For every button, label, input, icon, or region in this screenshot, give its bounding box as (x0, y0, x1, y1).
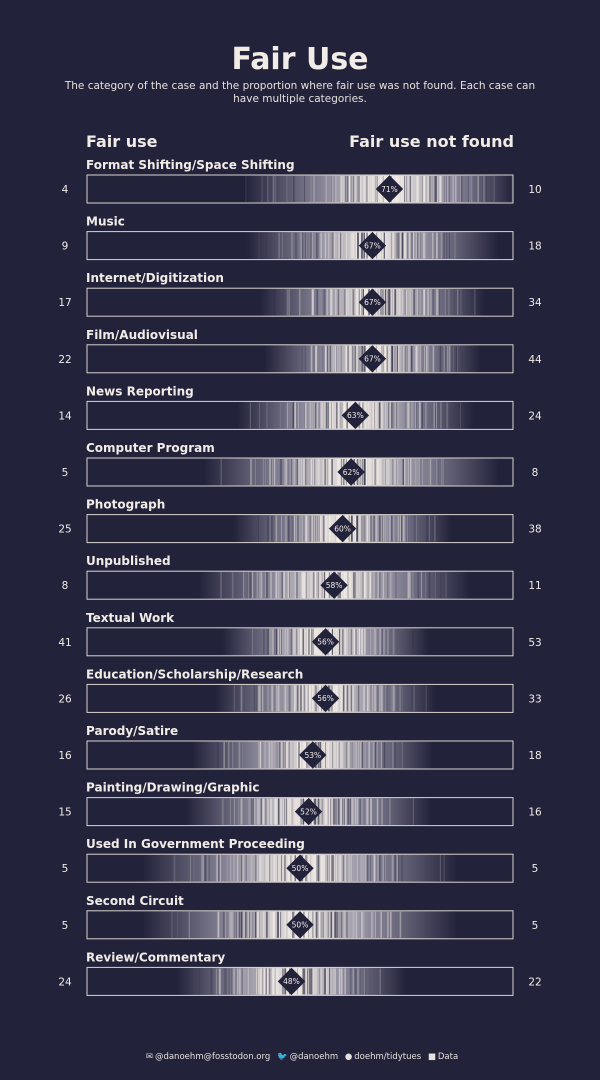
bar-fill (87, 571, 513, 599)
fair-use-count: 14 (58, 410, 72, 423)
not-found-count: 53 (528, 636, 542, 649)
row-14 (58, 950, 541, 995)
twitter-icon: 🐦 (276, 1052, 288, 1062)
chart-title: Fair Use (231, 42, 369, 77)
row-1 (62, 215, 542, 260)
fair-use-count: 25 (58, 523, 72, 536)
right-column-header: Fair use not found (349, 132, 514, 151)
fair-use-count: 17 (58, 297, 72, 310)
mastodon-icon: ✉ (145, 1052, 153, 1062)
fair-use-count: 24 (58, 976, 72, 989)
category-label: Music (86, 214, 125, 229)
row-11 (58, 781, 542, 826)
row-2 (58, 271, 542, 316)
category-label: Textual Work (86, 610, 175, 625)
chart-rows (58, 158, 542, 995)
not-found-count: 34 (528, 297, 542, 310)
fair-use-count: 41 (58, 636, 72, 649)
bar-fill (87, 515, 513, 543)
category-label: Film/Audiovisual (86, 327, 198, 342)
proportion-label: 62% (342, 467, 360, 477)
fair-use-count: 15 (58, 806, 72, 819)
row-13 (62, 894, 539, 939)
bar-fill (87, 458, 513, 486)
category-label: Unpublished (86, 554, 171, 569)
fair-use-count: 26 (58, 693, 72, 706)
not-found-count: 18 (528, 750, 542, 762)
bar-fill (87, 401, 513, 429)
proportion-label: 48% (283, 977, 300, 987)
fair-use-count: 4 (61, 184, 69, 196)
category-label: Review/Commentary (86, 950, 226, 965)
category-label: Education/Scholarship/Research (86, 667, 304, 682)
row-5 (62, 441, 539, 486)
not-found-count: 5 (531, 863, 539, 876)
category-label: News Reporting (86, 384, 194, 399)
category-label: Photograph (86, 497, 166, 512)
footer (0, 1052, 600, 1062)
not-found-count: 22 (528, 976, 542, 989)
row-3 (58, 328, 542, 373)
footer-github[interactable]: doehm/tidytues (354, 1052, 422, 1062)
proportion-label: 50% (291, 864, 309, 873)
not-found-count: 10 (528, 184, 542, 196)
proportion-label: 56% (317, 637, 334, 647)
fair-use-count: 5 (61, 467, 69, 479)
row-8 (58, 611, 541, 656)
proportion-label: 53% (304, 750, 322, 760)
proportion-label: 58% (325, 581, 343, 590)
not-found-count: 16 (528, 806, 542, 819)
row-10 (58, 724, 541, 769)
not-found-count: 18 (528, 240, 542, 253)
not-found-count: 24 (528, 410, 542, 423)
row-7 (62, 554, 542, 599)
footer-data[interactable]: Data (437, 1052, 459, 1062)
save-icon: ■ (427, 1052, 436, 1062)
github-icon: ● (344, 1052, 353, 1062)
footer-twitter[interactable]: @danoehm (289, 1052, 339, 1062)
fair-use-count: 8 (61, 580, 69, 593)
category-label: Internet/Digitization (86, 271, 224, 286)
category-label: Computer Program (86, 441, 215, 455)
row-9 (58, 667, 541, 712)
row-4 (58, 384, 542, 429)
proportion-label: 67% (364, 354, 381, 364)
not-found-count: 11 (528, 580, 542, 593)
fair-use-count: 22 (58, 353, 72, 366)
category-label: Format Shifting/Space Shifting (86, 158, 295, 172)
fair-use-count: 9 (61, 240, 69, 253)
row-0 (62, 158, 542, 203)
category-label: Used In Government Proceeding (86, 837, 305, 852)
proportion-label: 56% (317, 694, 334, 704)
fair-use-count: 5 (61, 919, 69, 932)
proportion-label: 67% (364, 241, 381, 251)
proportion-label: 63% (347, 411, 364, 421)
chart-subtitle-line-1: The category of the case and the proportion where fair use was not found. Each case can (64, 80, 536, 92)
proportion-label: 52% (300, 807, 317, 817)
not-found-count: 5 (531, 919, 539, 932)
fair-use-count: 5 (61, 863, 69, 876)
proportion-label: 60% (334, 524, 351, 534)
not-found-count: 38 (528, 523, 542, 536)
not-found-count: 33 (528, 693, 542, 706)
row-12 (62, 837, 539, 882)
proportion-label: 71% (381, 184, 398, 194)
chart-subtitle-line-2: have multiple categories. (233, 93, 367, 105)
left-column-header: Fair use (86, 132, 158, 151)
row-6 (58, 498, 541, 543)
footer-mastodon[interactable]: @danoehm@fosstodon.org (154, 1052, 271, 1062)
not-found-count: 8 (531, 467, 539, 479)
fair-use-count: 16 (58, 750, 72, 762)
category-label: Parody/Satire (86, 724, 179, 738)
proportion-label: 67% (364, 298, 381, 307)
category-label: Painting/Drawing/Graphic (86, 780, 260, 795)
not-found-count: 44 (528, 353, 542, 366)
proportion-label: 50% (291, 920, 309, 930)
category-label: Second Circuit (86, 893, 184, 908)
